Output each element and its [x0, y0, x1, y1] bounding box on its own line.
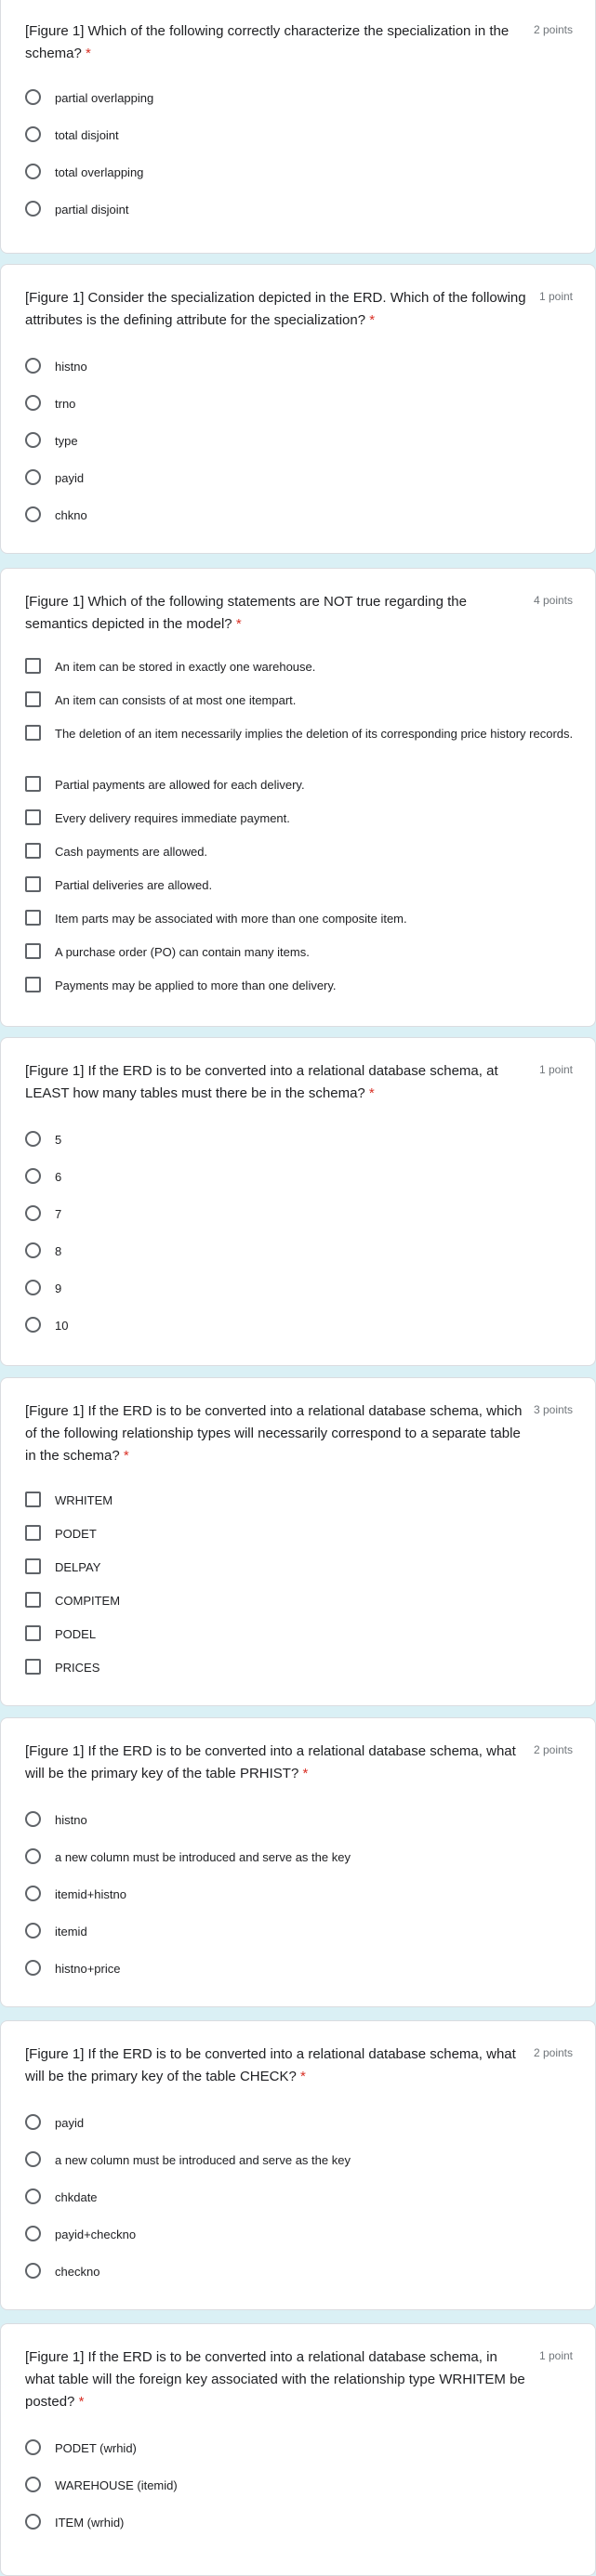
radio-option[interactable]	[25, 2114, 574, 2131]
option-label: ITEM (wrhid)	[55, 2516, 125, 2530]
radio-button[interactable]	[25, 1280, 41, 1295]
option-label: WRHITEM	[55, 1493, 113, 1507]
checkbox[interactable]	[25, 809, 41, 825]
radio-button[interactable]	[25, 164, 41, 179]
option-label: type	[55, 434, 78, 448]
question-card-8	[0, 2323, 596, 2576]
option-label: total overlapping	[55, 165, 144, 179]
option-label: 9	[55, 1281, 62, 1295]
points-label: 2 points	[533, 23, 573, 36]
required-asterisk: *	[123, 1448, 129, 1464]
points-label: 1 point	[538, 1063, 573, 1076]
option-label: A purchase order (PO) can contain many items.	[55, 945, 310, 959]
radio-button[interactable]	[25, 201, 41, 217]
required-asterisk: *	[369, 312, 376, 328]
radio-button[interactable]	[25, 2514, 41, 2530]
option-label: trno	[55, 397, 76, 411]
radio-button[interactable]	[25, 2114, 41, 2130]
question-title: [Figure 1] If the ERD is to be converted into a relational database schema, what will be the primary key of the table PRHIST? *	[25, 1743, 516, 1781]
radio-button[interactable]	[25, 1317, 41, 1333]
radio-button[interactable]	[25, 1242, 41, 1258]
option-label: chkno	[55, 508, 87, 522]
points-label: 1 point	[538, 290, 573, 303]
checkbox-option[interactable]	[25, 1558, 574, 1575]
checkbox-option[interactable]	[25, 1659, 574, 1676]
radio-option[interactable]	[25, 358, 574, 375]
radio-option[interactable]	[25, 1280, 574, 1296]
radio-button[interactable]	[25, 1205, 41, 1221]
checkbox[interactable]	[25, 943, 41, 959]
checkbox-option[interactable]	[25, 977, 574, 993]
radio-option[interactable]	[25, 1317, 574, 1334]
option-label: Cash payments are allowed.	[55, 845, 208, 859]
checkbox[interactable]	[25, 876, 41, 892]
checkbox[interactable]	[25, 1592, 41, 1608]
checkbox[interactable]	[25, 725, 41, 741]
radio-option[interactable]	[25, 201, 574, 217]
radio-option[interactable]	[25, 164, 574, 180]
radio-button[interactable]	[25, 432, 41, 448]
radio-option[interactable]	[25, 1886, 574, 1902]
radio-option[interactable]	[25, 89, 574, 106]
question-card-2	[0, 264, 596, 554]
checkbox[interactable]	[25, 776, 41, 792]
checkbox[interactable]	[25, 843, 41, 859]
option-label: 6	[55, 1170, 62, 1184]
checkbox[interactable]	[25, 910, 41, 926]
points-label: 3 points	[533, 1403, 573, 1416]
required-asterisk: *	[86, 46, 91, 61]
option-label: histno	[55, 1813, 87, 1827]
radio-option[interactable]	[25, 1205, 574, 1222]
radio-option[interactable]	[25, 469, 574, 486]
option-label: 10	[55, 1319, 69, 1333]
radio-button[interactable]	[25, 395, 41, 411]
radio-button[interactable]	[25, 1848, 41, 1864]
points-label: 4 points	[533, 594, 573, 607]
radio-option[interactable]	[25, 506, 574, 523]
option-label: PODEL	[55, 1627, 97, 1641]
checkbox[interactable]	[25, 691, 41, 707]
option-label: partial disjoint	[55, 203, 129, 217]
checkbox-option[interactable]	[25, 1625, 574, 1642]
radio-option[interactable]	[25, 2263, 574, 2280]
radio-button[interactable]	[25, 2188, 41, 2204]
question-title: [Figure 1] If the ERD is to be converted into a relational database schema, at LEAST how many tables must there be in the schema? *	[25, 1063, 498, 1101]
option-label: PODET (wrhid)	[55, 2441, 137, 2455]
required-asterisk: *	[235, 616, 242, 632]
radio-option[interactable]	[25, 1811, 574, 1828]
checkbox-option[interactable]	[25, 1525, 574, 1542]
radio-option[interactable]	[25, 2514, 574, 2530]
option-label: payid+checkno	[55, 2228, 137, 2241]
checkbox-option[interactable]	[25, 809, 574, 826]
option-label: 7	[55, 1207, 62, 1221]
option-label: Every delivery requires immediate payment.	[55, 811, 290, 825]
option-label: a new column must be introduced and serve as the key	[55, 1850, 351, 1864]
checkbox-option[interactable]	[25, 658, 574, 675]
checkbox[interactable]	[25, 1659, 41, 1675]
radio-button[interactable]	[25, 89, 41, 105]
question-title: [Figure 1] If the ERD is to be converted into a relational database schema, what will be the primary key of the table CHECK? *	[25, 2046, 516, 2084]
radio-button[interactable]	[25, 1131, 41, 1147]
radio-option[interactable]	[25, 126, 574, 143]
question-card-5	[0, 1377, 596, 1706]
checkbox-option[interactable]	[25, 776, 574, 793]
option-label: COMPITEM	[55, 1594, 121, 1608]
option-label: 8	[55, 1244, 62, 1258]
radio-option[interactable]	[25, 1242, 574, 1259]
option-label: total disjoint	[55, 128, 119, 142]
checkbox[interactable]	[25, 1625, 41, 1641]
radio-option[interactable]	[25, 2188, 574, 2205]
points-label: 2 points	[533, 1743, 573, 1756]
radio-option[interactable]	[25, 2477, 574, 2493]
radio-button[interactable]	[25, 1960, 41, 1976]
question-title: [Figure 1] Consider the specialization depicted in the ERD. Which of the following attributes is the defining attribute for the specialization? *	[25, 290, 526, 328]
option-label: PODET	[55, 1527, 97, 1541]
required-asterisk: *	[302, 1766, 309, 1781]
question-card-6	[0, 1717, 596, 2007]
radio-button[interactable]	[25, 1886, 41, 1901]
option-label: Payments may be applied to more than one delivery.	[55, 979, 337, 992]
checkbox-option[interactable]	[25, 843, 574, 860]
radio-option[interactable]	[25, 1923, 574, 1939]
required-asterisk: *	[299, 2069, 306, 2084]
radio-option[interactable]	[25, 1848, 574, 1865]
checkbox-option[interactable]	[25, 725, 574, 742]
option-label: itemid+histno	[55, 1887, 126, 1901]
checkbox-option[interactable]	[25, 910, 574, 927]
radio-option[interactable]	[25, 2226, 574, 2242]
radio-button[interactable]	[25, 469, 41, 485]
checkbox[interactable]	[25, 658, 41, 674]
option-label: histno+price	[55, 1962, 121, 1976]
checkbox-option[interactable]	[25, 691, 574, 708]
option-label: WAREHOUSE (itemid)	[55, 2478, 178, 2492]
question-title: [Figure 1] If the ERD is to be converted into a relational database schema, in what table will the foreign key associated with the relationship type WRHITEM be posted? *	[25, 2349, 525, 2410]
radio-button[interactable]	[25, 2477, 41, 2492]
checkbox[interactable]	[25, 1492, 41, 1507]
question-card-1	[0, 0, 596, 254]
option-label: An item can consists of at most one itempart.	[55, 693, 297, 707]
points-label: 1 point	[538, 2349, 573, 2362]
radio-option[interactable]	[25, 2151, 574, 2168]
option-label: DELPAY	[55, 1560, 101, 1574]
question-card-3	[0, 568, 596, 1027]
option-label: PRICES	[55, 1661, 100, 1675]
checkbox-option[interactable]	[25, 1592, 574, 1609]
radio-option[interactable]	[25, 1960, 574, 1977]
option-label: histno	[55, 360, 87, 374]
checkbox-option[interactable]	[25, 876, 574, 893]
radio-button[interactable]	[25, 2439, 41, 2455]
radio-button[interactable]	[25, 2151, 41, 2167]
radio-button[interactable]	[25, 2263, 41, 2279]
radio-button[interactable]	[25, 1923, 41, 1939]
required-asterisk: *	[78, 2394, 85, 2410]
radio-button[interactable]	[25, 506, 41, 522]
checkbox[interactable]	[25, 1558, 41, 1574]
option-label: The deletion of an item necessarily implies the deletion of its corresponding price history records.	[55, 727, 574, 741]
question-card-7	[0, 2020, 596, 2310]
option-label: Partial deliveries are allowed.	[55, 878, 213, 892]
option-label: 5	[55, 1133, 62, 1147]
question-title: [Figure 1] If the ERD is to be converted into a relational database schema, which of the following relationship types will necessarily correspond to a separate table in the schema? *	[25, 1403, 523, 1464]
checkbox[interactable]	[25, 1525, 41, 1541]
radio-option[interactable]	[25, 2439, 574, 2456]
question-card-4	[0, 1037, 596, 1366]
radio-option[interactable]	[25, 1168, 574, 1185]
option-label: a new column must be introduced and serve as the key	[55, 2153, 351, 2167]
radio-button[interactable]	[25, 1168, 41, 1184]
points-label: 2 points	[533, 2046, 573, 2059]
option-label: payid	[55, 2116, 85, 2130]
radio-button[interactable]	[25, 2226, 41, 2241]
checkbox-option[interactable]	[25, 943, 574, 960]
radio-option[interactable]	[25, 395, 574, 412]
radio-button[interactable]	[25, 358, 41, 374]
question-title: [Figure 1] Which of the following correctly characterize the specialization in the schema? *	[25, 23, 510, 61]
option-label: itemid	[55, 1925, 87, 1939]
option-label: chkdate	[55, 2190, 98, 2204]
checkbox[interactable]	[25, 977, 41, 992]
radio-button[interactable]	[25, 1811, 41, 1827]
checkbox-option[interactable]	[25, 1492, 574, 1508]
option-label: An item can be stored in exactly one warehouse.	[55, 660, 316, 674]
option-label: Item parts may be associated with more than one composite item.	[55, 912, 407, 926]
radio-option[interactable]	[25, 1131, 574, 1148]
question-title: [Figure 1] Which of the following statements are NOT true regarding the semantics depicted in the model? *	[25, 594, 467, 632]
option-label: partial overlapping	[55, 91, 154, 105]
radio-option[interactable]	[25, 432, 574, 449]
option-label: payid	[55, 471, 85, 485]
option-label: Partial payments are allowed for each delivery.	[55, 778, 305, 792]
required-asterisk: *	[368, 1085, 375, 1101]
radio-button[interactable]	[25, 126, 41, 142]
option-label: checkno	[55, 2265, 100, 2279]
